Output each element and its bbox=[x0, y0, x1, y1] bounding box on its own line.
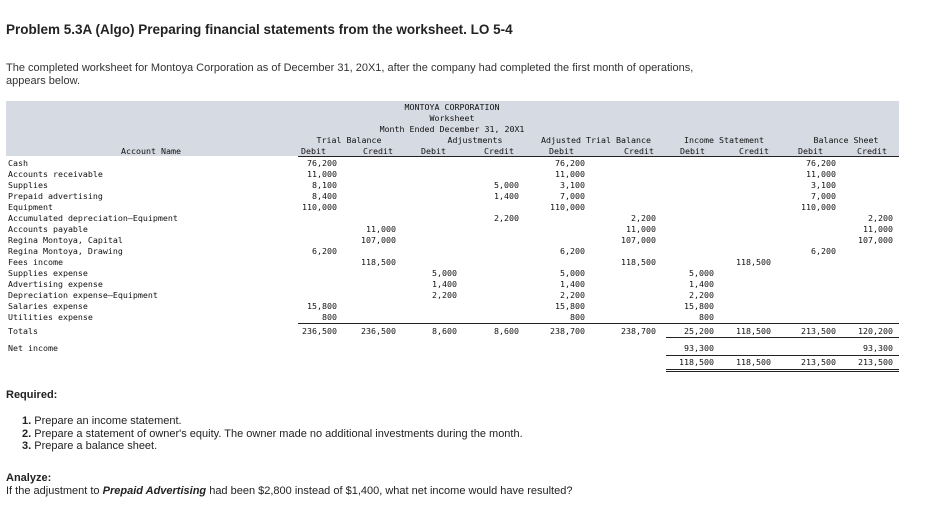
table-cell: 11,000 bbox=[626, 224, 656, 234]
account-name: Utilities expense bbox=[8, 312, 93, 322]
totals-cell: 8,600 bbox=[432, 326, 457, 336]
column-subheader: Credit bbox=[857, 146, 887, 156]
totals-cell: 120,200 bbox=[858, 326, 893, 336]
table-cell: 5,000 bbox=[560, 268, 585, 278]
required-item: 2. Prepare a statement of owner's equity. The owner made no additional investments during the month. bbox=[22, 427, 523, 440]
column-subheader: Credit bbox=[363, 146, 393, 156]
table-cell: 3,100 bbox=[560, 180, 585, 190]
table-cell: 6,200 bbox=[560, 246, 585, 256]
account-name: Accounts payable bbox=[8, 224, 88, 234]
table-cell: 118,500 bbox=[621, 257, 656, 267]
analyze-emphasis: Prepaid Advertising bbox=[102, 485, 207, 497]
account-name: Regina Montoya, Drawing bbox=[8, 246, 123, 256]
table-cell: 5,000 bbox=[689, 268, 714, 278]
totals-cell: 25,200 bbox=[684, 326, 714, 336]
final-double-rule-2 bbox=[666, 371, 899, 372]
table-cell: 11,000 bbox=[366, 224, 396, 234]
table-cell: 5,000 bbox=[494, 180, 519, 190]
table-cell: 8,400 bbox=[312, 191, 337, 201]
table-cell: 1,400 bbox=[689, 279, 714, 289]
table-cell: 1,400 bbox=[560, 279, 585, 289]
table-cell: 118,500 bbox=[361, 257, 396, 267]
column-group-header: Trial Balance bbox=[316, 135, 382, 145]
final-total-cell: 118,500 bbox=[679, 357, 714, 367]
table-cell: 5,000 bbox=[432, 268, 457, 278]
column-subheader: Credit bbox=[484, 146, 514, 156]
analyze-label: Analyze: bbox=[6, 472, 52, 484]
column-subheader: Debit bbox=[680, 146, 705, 156]
worksheet-heading-line: Worksheet bbox=[429, 113, 475, 123]
column-subheader: Credit bbox=[624, 146, 654, 156]
table-cell: 2,200 bbox=[494, 213, 519, 223]
table-cell: 76,200 bbox=[307, 158, 337, 168]
table-cell: 15,800 bbox=[307, 301, 337, 311]
final-total-cell: 213,500 bbox=[801, 357, 836, 367]
table-cell: 7,000 bbox=[560, 191, 585, 201]
net-income-label: Net income bbox=[8, 343, 58, 353]
totals-cell: 238,700 bbox=[550, 326, 585, 336]
table-cell: 6,200 bbox=[312, 246, 337, 256]
account-name: Cash bbox=[8, 158, 28, 168]
totals-cell: 118,500 bbox=[736, 326, 771, 336]
net-income-rule bbox=[666, 337, 899, 338]
account-name: Regina Montoya, Capital bbox=[8, 235, 123, 245]
account-name: Fees income bbox=[8, 257, 63, 267]
account-name: Accounts receivable bbox=[8, 169, 103, 179]
required-item: 1. Prepare an income statement. bbox=[22, 415, 182, 427]
account-name: Salaries expense bbox=[8, 301, 88, 311]
table-cell: 76,200 bbox=[555, 158, 585, 168]
table-cell: 107,000 bbox=[361, 235, 396, 245]
table-cell: 11,000 bbox=[806, 169, 836, 179]
column-subheader: Debit bbox=[798, 146, 823, 156]
table-cell: 800 bbox=[570, 312, 585, 322]
table-cell: 76,200 bbox=[806, 158, 836, 168]
table-cell: 15,800 bbox=[555, 301, 585, 311]
table-cell: 110,000 bbox=[801, 202, 836, 212]
worksheet-table bbox=[6, 101, 899, 372]
table-cell: 11,000 bbox=[555, 169, 585, 179]
column-subheader: Credit bbox=[739, 146, 769, 156]
totals-label: Totals bbox=[8, 326, 38, 336]
account-name: Supplies bbox=[8, 180, 48, 190]
table-cell: 2,200 bbox=[560, 290, 585, 300]
table-cell: 107,000 bbox=[621, 235, 656, 245]
table-cell: 800 bbox=[322, 312, 337, 322]
account-name: Equipment bbox=[8, 202, 53, 212]
account-name-header: Account Name bbox=[121, 146, 181, 156]
final-double-rule-1 bbox=[666, 369, 899, 370]
table-cell: 118,500 bbox=[736, 257, 771, 267]
table-cell: 7,000 bbox=[811, 191, 836, 201]
totals-cell: 213,500 bbox=[801, 326, 836, 336]
table-cell: 110,000 bbox=[302, 202, 337, 212]
column-subheader: Debit bbox=[549, 146, 574, 156]
column-subheader: Debit bbox=[301, 146, 326, 156]
table-cell: 800 bbox=[699, 312, 714, 322]
required-list bbox=[22, 415, 523, 453]
table-cell: 3,100 bbox=[811, 180, 836, 190]
intro-text: The completed worksheet for Montoya Corporation as of December 31, 20X1, after the company had completed the first month of operations, appears below. bbox=[6, 62, 694, 87]
account-name: Supplies expense bbox=[8, 268, 88, 278]
totals-rule bbox=[298, 323, 899, 324]
column-group-header: Adjustments bbox=[447, 135, 503, 145]
net-income-cell: 93,300 bbox=[863, 343, 893, 353]
header-divider bbox=[298, 156, 899, 157]
column-group-header: Income Statement bbox=[684, 135, 764, 145]
table-cell: 11,000 bbox=[307, 169, 337, 179]
table-cell: 2,200 bbox=[631, 213, 656, 223]
column-group-header: Adjusted Trial Balance bbox=[541, 135, 651, 145]
final-totals-top-rule bbox=[666, 355, 899, 356]
worksheet-heading-line: Month Ended December 31, 20X1 bbox=[379, 124, 525, 134]
worksheet-heading-line: MONTOYA CORPORATION bbox=[404, 102, 500, 112]
table-cell: 15,800 bbox=[684, 301, 714, 311]
account-name: Prepaid advertising bbox=[8, 191, 103, 201]
totals-cell: 238,700 bbox=[621, 326, 656, 336]
table-cell: 1,400 bbox=[494, 191, 519, 201]
required-item: 3. Prepare a balance sheet. bbox=[22, 440, 158, 452]
table-cell: 2,200 bbox=[868, 213, 893, 223]
table-cell: 11,000 bbox=[863, 224, 893, 234]
account-name: Depreciation expense–Equipment bbox=[8, 290, 158, 300]
account-name: Advertising expense bbox=[8, 279, 103, 289]
totals-cell: 236,500 bbox=[361, 326, 396, 336]
table-cell: 110,000 bbox=[550, 202, 585, 212]
final-total-cell: 213,500 bbox=[858, 357, 893, 367]
table-cell: 1,400 bbox=[432, 279, 457, 289]
analyze-question: If the adjustment to Prepaid Advertising had been $2,800 instead of $1,400, what net income would have resulted? bbox=[6, 485, 573, 497]
page-title: Problem 5.3A (Algo) Preparing financial statements from the worksheet. LO 5-4 bbox=[6, 22, 513, 37]
account-name: Accumulated depreciation–Equipment bbox=[8, 213, 178, 223]
totals-cell: 236,500 bbox=[302, 326, 337, 336]
final-total-cell: 118,500 bbox=[736, 357, 771, 367]
table-cell: 2,200 bbox=[689, 290, 714, 300]
totals-cell: 8,600 bbox=[494, 326, 519, 336]
column-subheader: Debit bbox=[421, 146, 446, 156]
table-cell: 8,100 bbox=[312, 180, 337, 190]
table-cell: 107,000 bbox=[858, 235, 893, 245]
required-label: Required: bbox=[6, 389, 58, 401]
net-income-cell: 93,300 bbox=[684, 343, 714, 353]
table-cell: 2,200 bbox=[432, 290, 457, 300]
table-cell: 6,200 bbox=[811, 246, 836, 256]
column-group-header: Balance Sheet bbox=[813, 135, 879, 145]
